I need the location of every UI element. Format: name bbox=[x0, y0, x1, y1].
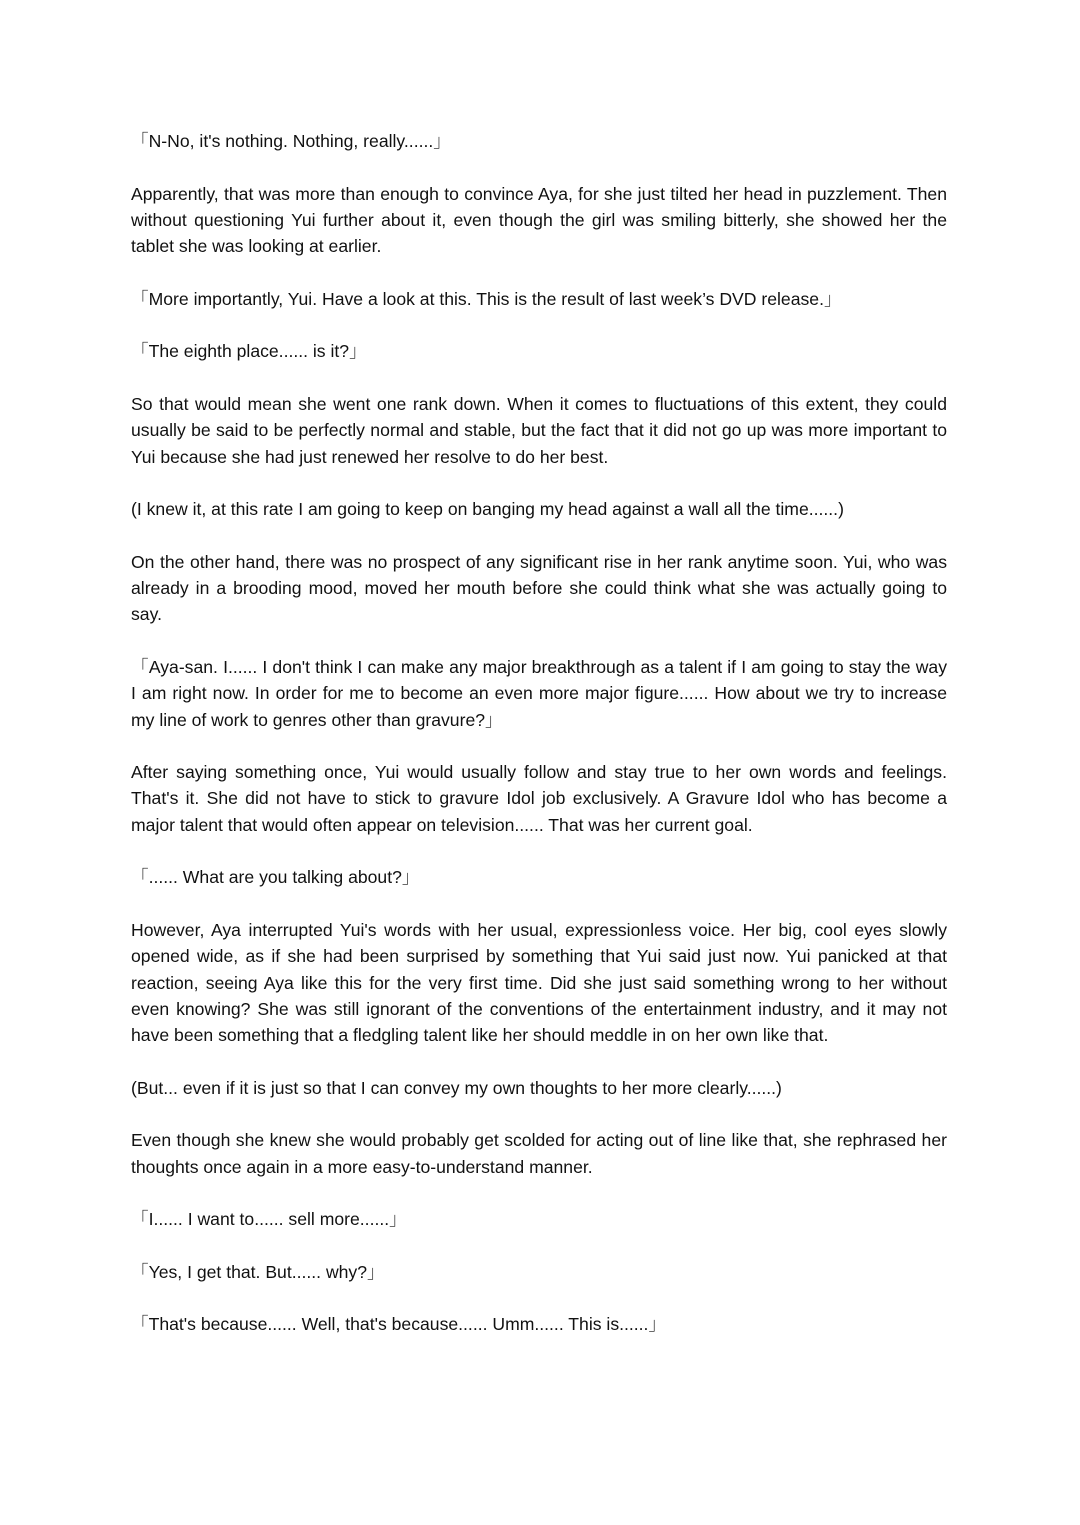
narration-paragraph: On the other hand, there was no prospect of any significant rise in her rank anytime soon. Yui, who was already in a brooding mood, moved her mouth before she could think what she was actually going to say. bbox=[131, 551, 947, 625]
dialogue-paragraph: 「...... What are you talking about?」 bbox=[131, 867, 420, 888]
document-page bbox=[131, 128, 947, 1364]
narration-paragraph: So that would mean she went one rank down. When it comes to fluctuations of this extent, they could usually be said to be perfectly normal and stable, but the fact that it did not go up was more important to Yui because she had just renewed her resolve to do her best. bbox=[131, 393, 947, 467]
dialogue-paragraph: 「The eighth place...... is it?」 bbox=[131, 341, 367, 362]
dialogue-paragraph: 「That's because...... Well, that's because...... Umm...... This is......」 bbox=[131, 1314, 667, 1335]
dialogue-paragraph: 「More importantly, Yui. Have a look at this. This is the result of last week’s DVD release.」 bbox=[131, 288, 842, 309]
dialogue-paragraph: 「N-No, it's nothing. Nothing, really......」 bbox=[131, 131, 451, 151]
dialogue-paragraph: 「I...... I want to...... sell more......」 bbox=[131, 1209, 407, 1230]
narration-paragraph: After saying something once, Yui would usually follow and stay true to her own words and feelings. That's it. She did not have to stick to gravure Idol job exclusively. A Gravure Idol who has become a major talent that would often appear on television...... That was her current goal. bbox=[131, 762, 947, 835]
dialogue-paragraph: 「Yes, I get that. But...... why?」 bbox=[131, 1261, 385, 1282]
thought-paragraph: (I knew it, at this rate I am going to keep on banging my head against a wall all the time......) bbox=[131, 499, 844, 520]
narration-paragraph: However, Aya interrupted Yui's words with her usual, expressionless voice. Her big, cool eyes slowly opened wide, as if she had been surprised by something that Yui said just now. Yui panicked at that reaction, seeing Aya like this for the very first time. Did she just said something wrong to her without even knowing? She was still ignorant of the conventions of the entertainment industry, and it may not have been something that a fledgling talent like her should meddle in on her own like that. bbox=[131, 919, 947, 1046]
narration-paragraph: Even though she knew she would probably get scolded for acting out of line like that, she rephrased her thoughts once again in a more easy-to-understand manner. bbox=[131, 1130, 947, 1177]
dialogue-paragraph: 「Aya-san. I...... I don't think I can make any major breakthrough as a talent if I am going to stay the way I am right now. In order for me to become an even more major figure...... How about we try to increase my line of work to genres other than gravure?」 bbox=[131, 656, 947, 730]
thought-paragraph: (But... even if it is just so that I can convey my own thoughts to her more clearly......) bbox=[131, 1077, 782, 1098]
narration-paragraph: Apparently, that was more than enough to convince Aya, for she just tilted her head in puzzlement. Then without questioning Yui further about it, even though the girl was smiling bitterly, she showed her the tablet she was looking at earlier. bbox=[131, 183, 947, 257]
